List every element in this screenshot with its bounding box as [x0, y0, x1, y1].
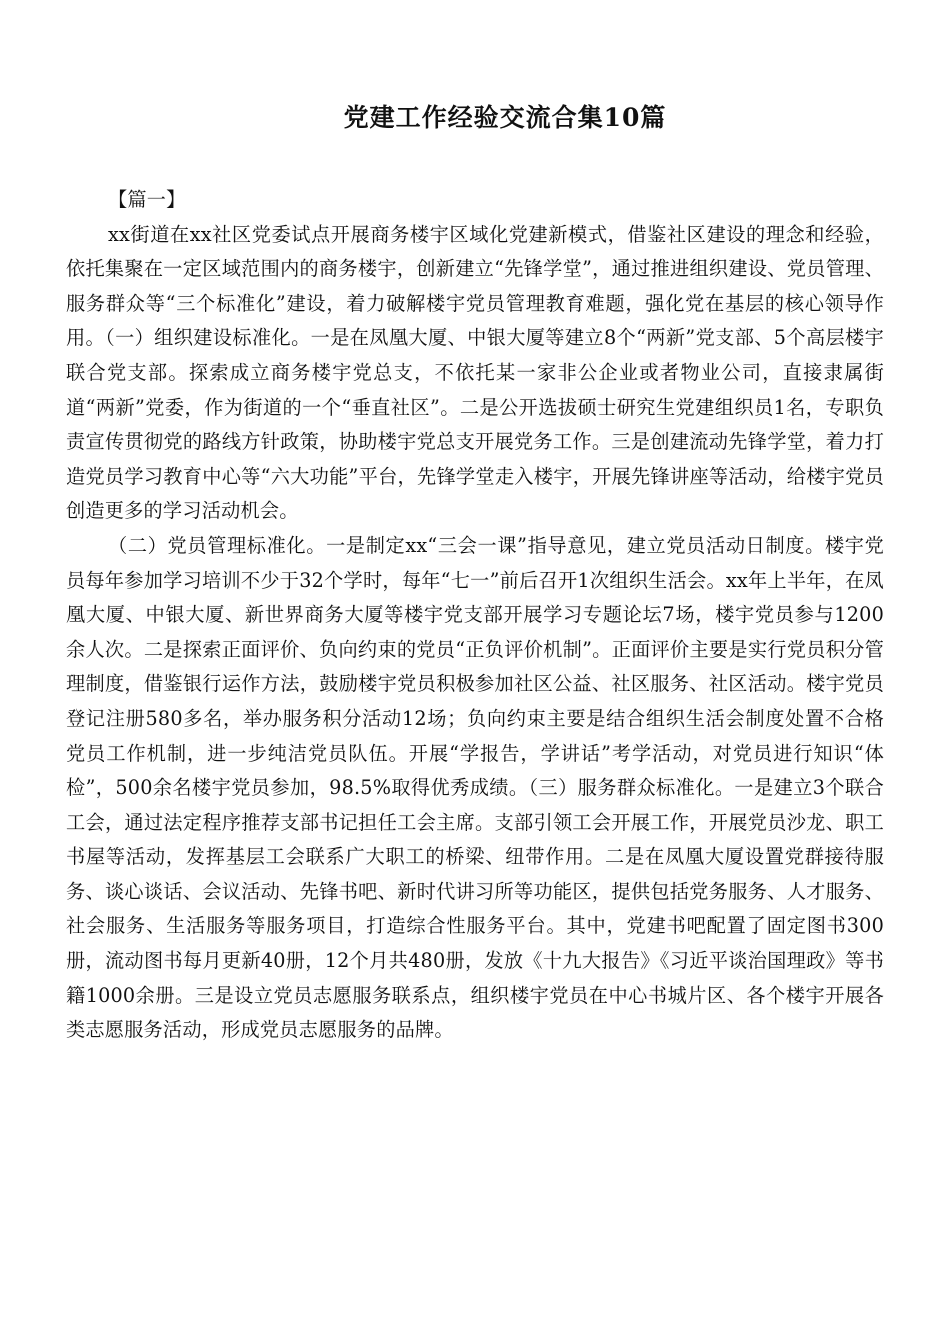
paragraph-1: xx街道在xx社区党委试点开展商务楼宇区域化党建新模式，借鉴社区建设的理念和经验，依托集聚在一定区域范围内的商务楼宇，创新建立“先锋学堂”，通过推进组织建设、党员管理、服务群众等“三个标准化”建设，着力破解楼宇党员管理教育难题，强化党在基层的核心领导作用。（一）组织建设标准化。一是在凤凰大厦、中银大厦等建立8个“两新”党支部、5个高层楼宇联合党支部。探索成立商务楼宇党总支，不依托某一家非公企业或者物业公司，直接隶属街道“两新”党委，作为街道的一个“垂直社区”。二是公开选拔硕士研究生党建组织员1名，专职负责宣传贯彻党的路线方针政策，协助楼宇党总支开展党务工作。三是创建流动先锋学堂，着力打造党员学习教育中心等“六大功能”平台，先锋学堂走入楼宇，开展先锋讲座等活动，给楼宇党员创造更多的学习活动机会。 — [66, 222, 884, 523]
paragraph-2: （二）党员管理标准化。一是制定xx“三会一课”指导意见，建立党员活动日制度。楼宇党员每年参加学习培训不少于32个学时，每年“七一”前后召开1次组织生活会。xx年上半年，在凤凰大厦、中银大厦、新世界商务大厦等楼宇党支部开展学习专题论坛7场，楼宇党员参与1200余人次。二是探索正面评价、负向约束的党员“正负评价机制”。正面评价主要是实行党员积分管理制度，借鉴银行运作方法，鼓励楼宇党员积极参加社区公益、社区服务、社区活动。楼宇党员登记注册580多名，举办服务积分活动12场；负向约束主要是结合组织生活会制度处置不合格党员工作机制，进一步纯洁党员队伍。开展“学报告，学讲话”考学活动，对党员进行知识“体检”，500余名楼宇党员参加，98.5%取得优秀成绩。（三）服务群众标准化。一是建立3个联合工会，通过法定程序推荐支部书记担任工会主席。支部引领工会开展工作，开展党员沙龙、职工书屋等活动，发挥基层工会联系广大职工的桥梁、纽带作用。二是在凤凰大厦设置党群接待服务、谈心谈话、会议活动、先锋书吧、新时代讲习所等功能区，提供包括党务服务、人才服务、社会服务、生活服务等服务项目，打造综合性服务平台。其中，党建书吧配置了固定图书300册，流动图书每月更新40册，12个月共480册，发放《十九大报告》《习近平谈治国理政》等书籍1000余册。三是设立党员志愿服务联系点，组织楼宇党员在中心书城片区、各个楼宇开展各类志愿服务活动，形成党员志愿服务的品牌。 — [66, 533, 884, 1042]
document-body — [66, 183, 884, 1048]
document-title: 党建工作经验交流合集10篇 — [343, 103, 667, 132]
section-heading: 【篇一】 — [108, 188, 186, 211]
